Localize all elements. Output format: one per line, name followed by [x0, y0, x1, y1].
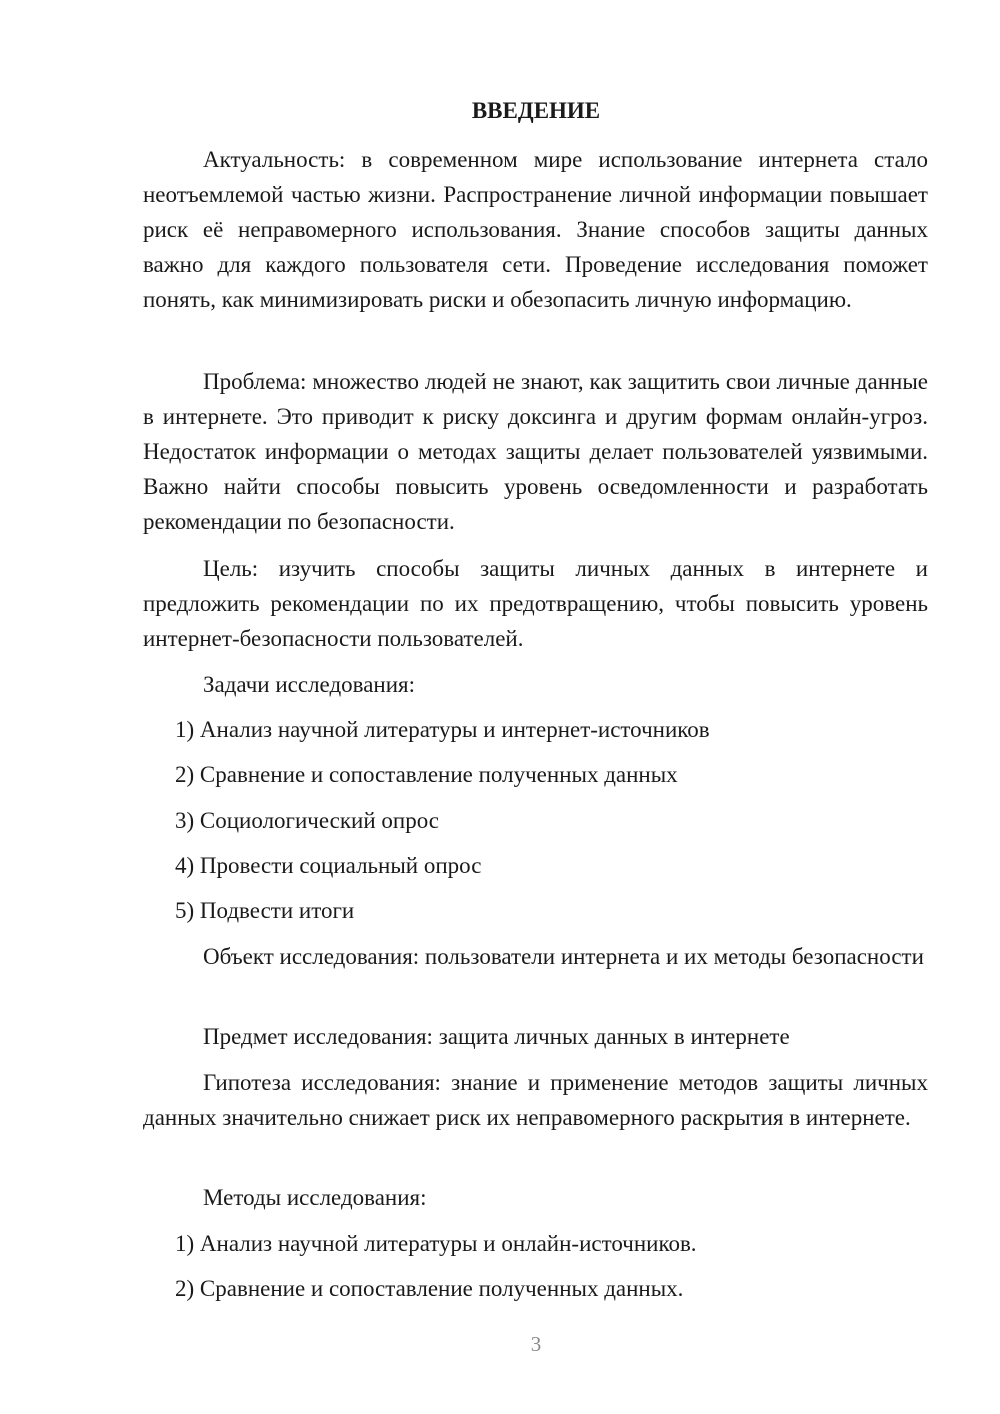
- list-item: 2) Сравнение и сопоставление полученных данных.: [175, 1276, 684, 1301]
- page-title: ВВЕДЕНИЕ: [471, 98, 601, 123]
- goal-paragraph: Цель: изучить способы защиты личных данных в интернете и предложить рекомендации по их предотвращению, чтобы повысить уровень интернет-безопасности пользователей.: [143, 556, 928, 651]
- page-number: 3: [530, 1332, 542, 1356]
- object-paragraph: Объект исследования: пользователи интернета и их методы безопасности: [203, 944, 924, 969]
- tasks-heading: Задачи исследования:: [203, 672, 416, 697]
- methods-heading: Методы исследования:: [203, 1185, 427, 1210]
- list-item: 4) Провести социальный опрос: [175, 853, 482, 878]
- list-item: 1) Анализ научной литературы и онлайн-источников.: [175, 1231, 697, 1256]
- hypothesis-paragraph: Гипотеза исследования: знание и применение методов защиты личных данных значительно снижает риск их неправомерного раскрытия в интернете.: [143, 1070, 928, 1130]
- list-item: 2) Сравнение и сопоставление полученных данных: [175, 762, 678, 787]
- list-item: 1) Анализ научной литературы и интернет-источников: [175, 717, 710, 742]
- list-item: 3) Социологический опрос: [175, 808, 439, 833]
- list-item: 5) Подвести итоги: [175, 898, 355, 923]
- subject-paragraph: Предмет исследования: защита личных данных в интернете: [203, 1024, 790, 1049]
- problem-paragraph: Проблема: множество людей не знают, как защитить свои личные данные в интернете. Это приводит к риску доксинга и другим формам онлайн-угроз. Недостаток информации о методах защиты делает пользователей уязвимыми. Важно найти способы повысить уровень осведомленности и разработать рекомендации по безопасности.: [143, 369, 928, 534]
- relevance-paragraph: Актуальность: в современном мире использование интернета стало неотъемлемой частью жизни. Распространение личной информации повышает риск её неправомерного использования. Знание способов защиты данных важно для каждого пользователя сети. Проведение исследования поможет понять, как минимизировать риски и обезопасить личную информацию.: [143, 147, 928, 312]
